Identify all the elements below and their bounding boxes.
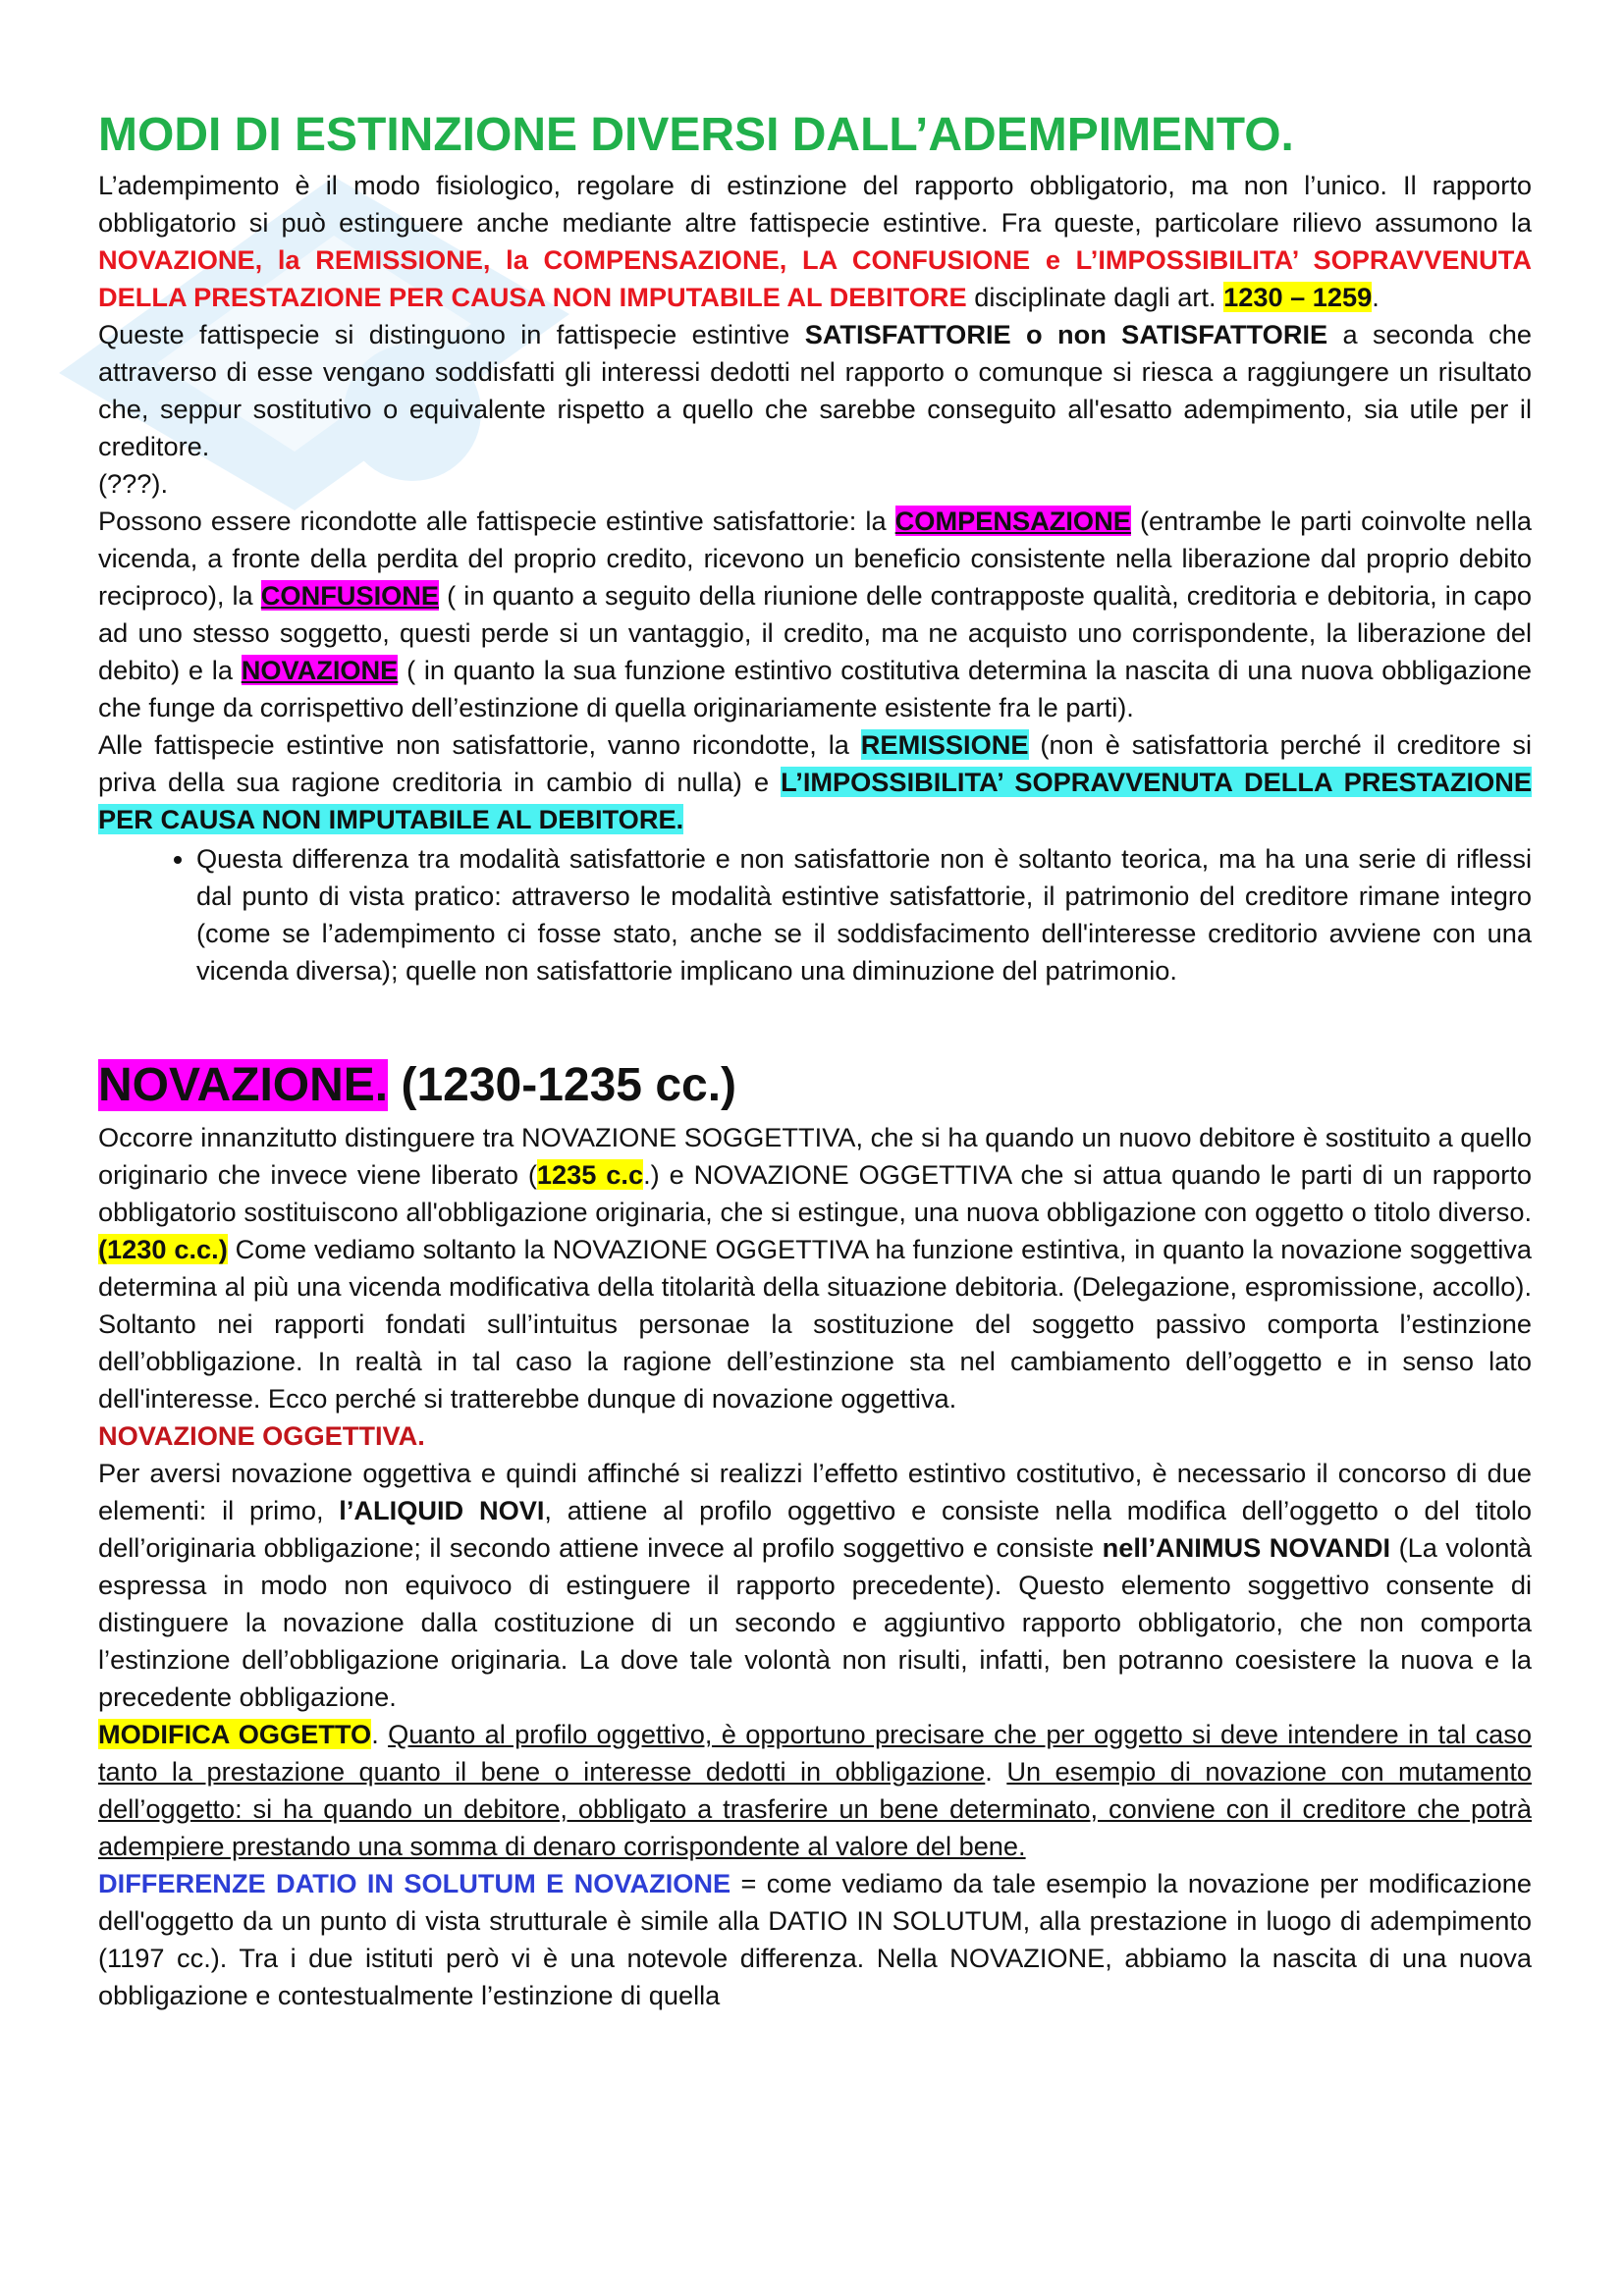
text: ( in quanto a seguito della riunione delle contrapposte qualità, creditoria e debitoria, in capo ad uno stesso soggetto, questi perde si un vantaggio, il credito, ma ne acquisto uno corrispondente, la liberazione del debito) e la: [98, 580, 1532, 685]
text: a seconda che attraverso di esse vengano soddisfatti gli interessi dedotti nel rapporto o comunque si riesca a raggiungere un risultato che, seppur sostitutivo o equivalente rispetto a quello che sarebbe conseguito all'esatto adempimento, sia utile per il creditore.: [98, 319, 1533, 461]
bullet-list: [98, 840, 1532, 989]
text: (non è satisfattoria perché il creditore si priva della sua ragione creditoria in cambio di nulla) e: [98, 729, 1532, 797]
label-differenze: DIFFERENZE DATIO IN SOLUTUM E NOVAZIONE: [98, 1868, 731, 1898]
text: Come vediamo soltanto la NOVAZIONE OGGETTIVA ha funzione estintiva, in quanto la novazione soggettiva determina al più una vicenda modificativa della titolarità della situazione debitoria. (Delegazione, espromissione, accollo). Soltanto nei rapporti fondati sull’intuitus personae la sostituzione del soggetto passivo comporta l’estinzione dell’obbligazione. In realtà in tal caso la ragione dell’estinzione sta nel cambiamento dell’oggetto e in senso lato dell'interesse. Ecco perché si tratterebbe dunque di novazione oggettiva.: [98, 1234, 1532, 1414]
article-range-highlight: 1230 – 1259: [1223, 282, 1373, 312]
text: Possono essere ricondotte alle fattispecie estintive satisfattorie: la: [98, 506, 895, 536]
bold-animus-novandi: nell’ANIMUS NOVANDI: [1102, 1532, 1391, 1563]
underlined-text: Quanto al profilo oggettivo, è opportuno precisare che per oggetto si deve intendere in tal caso tanto la prestazione quanto il bene o interesse dedotti in obbligazione: [98, 1719, 1533, 1787]
paragraph-datio-in-solutum: [98, 1865, 1532, 2014]
text: .) e NOVAZIONE OGGETTIVA che si attua quando le parti di un rapporto obbligatorio sostituiscono all'obbligazione originaria, che si estingue, una nuova obbligazione con oggetto o titolo diverso.: [98, 1159, 1532, 1227]
paragraph-non-satisfattorie: [98, 726, 1532, 838]
paragraph-modifica-oggetto: [98, 1716, 1532, 1865]
text: disciplinate dagli art.: [966, 282, 1224, 312]
paragraph-question: (???).: [98, 468, 169, 499]
paragraph-classification: [98, 316, 1532, 465]
text: Occorre innanzitutto distinguere tra NOVAZIONE SOGGETTIVA, che si ha quando un nuovo debitore è sostituito a quello originario che invece viene liberato (: [98, 1122, 1532, 1190]
text: , attiene al profilo oggettivo e consiste nella modifica dell’oggetto o del titolo dell’originaria obbligazione; il secondo attiene invece al profilo soggettivo e consiste: [98, 1495, 1532, 1563]
bold-aliquid-novi: l’ALIQUID NOVI: [339, 1495, 545, 1525]
page-title: MODI DI ESTINZIONE DIVERSI DALL’ADEMPIMENTO.: [98, 109, 1294, 161]
document-page: [98, 98, 1532, 2014]
text: Per aversi novazione oggettiva e quindi affinché si realizzi l’effetto estintivo costitutivo, è necessario il concorso di due elementi: il primo,: [98, 1458, 1532, 1525]
text: L’adempimento è il modo fisiologico, regolare di estinzione del rapporto obbligatorio, ma non l’unico. Il rapporto obbligatorio si può estinguere anche mediante altre fattispecie estintive. Fra queste, particolare rilievo assumono la: [98, 170, 1532, 238]
highlight-impossibilita: L’IMPOSSIBILITA’ SOPRAVVENUTA DELLA PRESTAZIONE PER CAUSA NON IMPUTABILE AL DEBITORE.: [98, 767, 1532, 834]
text: Alle fattispecie estintive non satisfattorie, vanno ricondotte, la: [98, 729, 861, 760]
text: .: [371, 1719, 389, 1749]
highlight-novazione: NOVAZIONE: [241, 655, 399, 685]
section-title-highlight: NOVAZIONE.: [98, 1059, 389, 1111]
section-title-articles: (1230-1235 cc.): [388, 1059, 737, 1111]
highlight-remissione: REMISSIONE: [860, 729, 1029, 760]
paragraph-satisfattorie: [98, 503, 1532, 726]
article-highlight: (1230 c.c.): [98, 1234, 228, 1264]
text: .: [985, 1756, 1007, 1787]
article-highlight: 1235 c.c: [536, 1159, 644, 1190]
text: .: [1372, 282, 1380, 312]
paragraph-elements: [98, 1455, 1532, 1716]
text: (La volontà espressa in modo non equivoco di estinguere il rapporto precedente). Questo elemento soggettivo consente di distinguere la novazione dalla costituzione di un secondo e aggiuntivo rapporto obbligatorio, che non comporta l’estinzione dell’obbligazione originaria. La dove tale volontà non risulti, infatti, ben potranno coesistere la nuova e la precedente obbligazione.: [98, 1532, 1533, 1712]
paragraph-intro: [98, 167, 1532, 316]
text: = come vediamo da tale esempio la novazione per modificazione dell'oggetto da un punto di vista strutturale è simile alla DATIO IN SOLUTUM, alla prestazione in luogo di adempimento (1197 cc.). Tra i due istituti però vi è una notevole differenza. Nella NOVAZIONE, abbiamo la nascita di una nuova obbligazione e contestualmente l’estinzione di quella: [98, 1868, 1532, 2010]
bold-terms: SATISFATTORIE o non SATISFATTORIE: [804, 319, 1328, 349]
red-terms: NOVAZIONE, la REMISSIONE, la COMPENSAZIONE, LA CONFUSIONE e L’IMPOSSIBILITA’ SOPRAVVENUTA DELLA PRESTAZIONE PER CAUSA NON IMPUTABILE AL DEBITORE: [98, 244, 1532, 312]
text: (entrambe le parti coinvolte nella vicenda, a fronte della perdita del proprio credito, ricevono un beneficio consistente nella liberazione dal proprio debito reciproco), la: [98, 506, 1532, 611]
list-item: • Questa differenza tra modalità satisfattorie e non satisfattorie non è soltanto teorica, ma ha una serie di riflessi dal punto di vista pratico: attraverso le modalità estintive satisfattorie, il patrimonio del creditore rimane integro (come se l’adempimento ci fosse stato, anche se il soddisfacimento dell'interesse creditorio avviene con una vicenda diversa); quelle non satisfattorie implicano una diminuzione del patrimonio.: [196, 840, 1532, 989]
subheading-novazione-oggettiva: NOVAZIONE OGGETTIVA.: [98, 1420, 425, 1451]
highlight-compensazione: COMPENSAZIONE: [894, 506, 1131, 536]
text: ( in quanto la sua funzione estintivo costitutiva determina la nascita di una nuova obbligazione che funge da corrispettivo dell’estinzione di quella originariamente esistente fra le parti).: [98, 655, 1532, 722]
text: Queste fattispecie si distinguono in fattispecie estintive: [98, 319, 805, 349]
highlight-confusione: CONFUSIONE: [260, 580, 440, 611]
underlined-text: Un esempio di novazione con mutamento dell’oggetto: si ha quando un debitore, obbligato a trasferire un bene determinato, conviene con il creditore che potrà adempiere prestando una somma di denaro corrispondente al valore del bene.: [98, 1756, 1533, 1861]
label-modifica-oggetto: MODIFICA OGGETTO: [98, 1719, 372, 1749]
paragraph-novazione-types: [98, 1119, 1532, 1417]
section-title-novazione: [98, 1052, 1532, 1119]
